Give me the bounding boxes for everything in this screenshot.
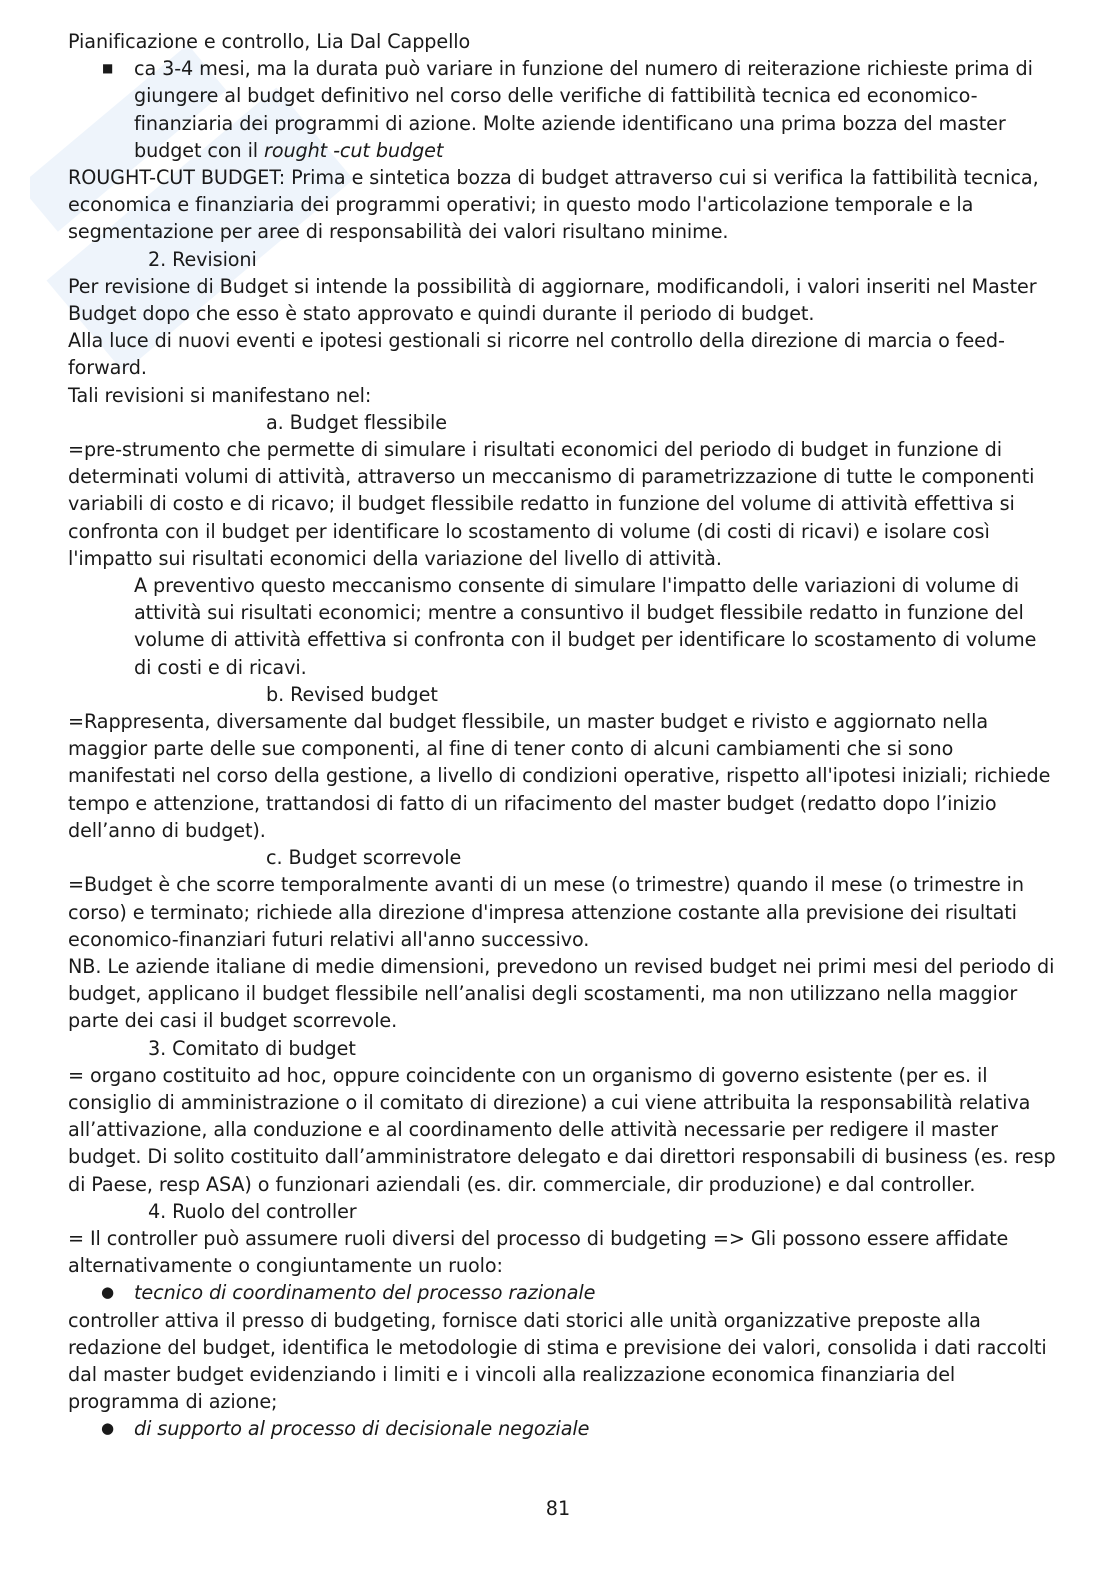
paragraph: NB. Le aziende italiane di medie dimensioni, prevedono un revised budget nei primi mesi del periodo di budget, applicano il budget flessibile nell’analisi degli scostamenti, ma non utilizzano nella maggior parte dei casi il budget scorrevole.	[68, 954, 1055, 1033]
paragraph: Per revisione di Budget si intende la possibilità di aggiornare, modificandoli, i valori inseriti nel Master Budget dopo che esso è stato approvato e quindi durante il periodo di budget.	[68, 274, 1037, 326]
section-heading: 2. Revisioni	[148, 247, 257, 271]
subsection-heading: b. Revised budget	[266, 682, 438, 706]
list-item	[68, 1415, 1058, 1442]
paragraph: =pre-strumento che permette di simulare i risultati economici del periodo di budget in funzione di determinati volumi di attività, attraverso un meccanismo di parametrizzazione di tutte le componenti variabili di costo e di ricavo; il budget flessibile redatto in funzione del volume di attività effettiva si confronta con il budget per identificare lo scostamento di volume (di costi di ricavi) e isolare così l'impatto sui risultati economici della variazione del livello di attività.	[68, 438, 1035, 570]
paragraph: = organo costituito ad hoc, oppure coincidente con un organismo di governo esistente (per es. il consiglio di amministrazione o il comitato di direzione) a cui viene attribuita la responsabilità relativa all’attivazione, alla conduzione e al coordinamento delle attività necessarie per redigere il master budget. Di solito costituito dall’amministratore delegato e dai direttori responsabili di business (es. resp di Paese, resp ASA) o funzionari aziendali (es. dir. commerciale, dir produzione) e dal controller.	[68, 1063, 1056, 1196]
paragraph: Alla luce di nuovi eventi e ipotesi gestionali si ricorre nel controllo della direzione di marcia o feed-forward.	[68, 329, 1005, 380]
document-page	[68, 28, 1058, 1443]
subsection-heading: a. Budget flessibile	[266, 410, 447, 434]
paragraph: =Budget è che scorre temporalmente avanti di un mese (o trimestre) quando il mese (o trimestre in corso) e terminato; richiede alla direzione d'impresa attenzione costante alla previsione dei risultati economico-finanziari futuri relativi all'anno successivo.	[68, 873, 1024, 951]
list-item-italic: rought -cut budget	[264, 138, 444, 162]
list-item	[68, 1279, 1058, 1306]
page-number: 81	[545, 1497, 571, 1520]
paragraph: controller attiva il presso di budgeting, fornisce dati storici alle unità organizzative preposte alla redazione del budget, identifica le metodologie di stima e previsione dei valori, consolida i dati raccolti dal master budget evidenziando i limiti e i vincoli alla realizzazione economica finanziaria del programma di azione;	[68, 1308, 1047, 1414]
bullet-icon: ●	[101, 1283, 114, 1302]
list-item-text: di supporto al processo di decisionale negoziale	[134, 1417, 590, 1441]
paragraph: = Il controller può assumere ruoli diversi del processo di budgeting => Gli possono essere affidate alternativamente o congiuntamente un ruolo:	[68, 1226, 1009, 1278]
list-item	[68, 55, 1058, 164]
section-heading: 3. Comitato di budget	[148, 1036, 356, 1060]
section-heading: 4. Ruolo del controller	[148, 1199, 357, 1223]
bullet-icon: ●	[101, 1419, 114, 1438]
subsection-heading: c. Budget scorrevole	[266, 846, 462, 870]
square-bullet-icon: ■	[102, 61, 114, 76]
paragraph: ROUGHT-CUT BUDGET: Prima e sintetica bozza di budget attraverso cui si verifica la fattibilità tecnica, economica e finanziaria dei programmi operativi; in questo modo l'articolazione temporale e la segmentazione per aree di responsabilità dei valori risultano minime.	[68, 166, 1039, 244]
page-header: Pianificazione e controllo, Lia Dal Cappello	[68, 30, 471, 53]
list-item-text: ca 3-4 mesi, ma la durata può variare in funzione del numero di reiterazione richieste prima di giungere al budget definitivo nel corso delle verifiche di fattibilità tecnica ed economico-finanziaria dei programmi di azione. Molte aziende identificano una prima bozza del master budget con il	[134, 57, 1033, 162]
paragraph: =Rappresenta, diversamente dal budget flessibile, un master budget e rivisto e aggiornato nella maggior parte delle sue componenti, al fine di tener conto di alcuni cambiamenti che si sono manifestati nel corso della gestione, a livello di condizioni operative, rispetto all'ipotesi iniziali; richiede tempo e attenzione, trattandosi di fatto di un rifacimento del master budget (redatto dopo l’inizio dell’anno di budget).	[68, 710, 1051, 842]
paragraph: Tali revisioni si manifestano nel:	[68, 383, 372, 407]
paragraph: A preventivo questo meccanismo consente di simulare l'impatto delle variazioni di volume di attività sui risultati economici; mentre a consuntivo il budget flessibile redatto in funzione del volume di attività effettiva si confronta con il budget per identificare lo scostamento di volume di costi e di ricavi.	[134, 574, 1037, 679]
list-item-text: tecnico di coordinamento del processo razionale	[134, 1281, 596, 1305]
